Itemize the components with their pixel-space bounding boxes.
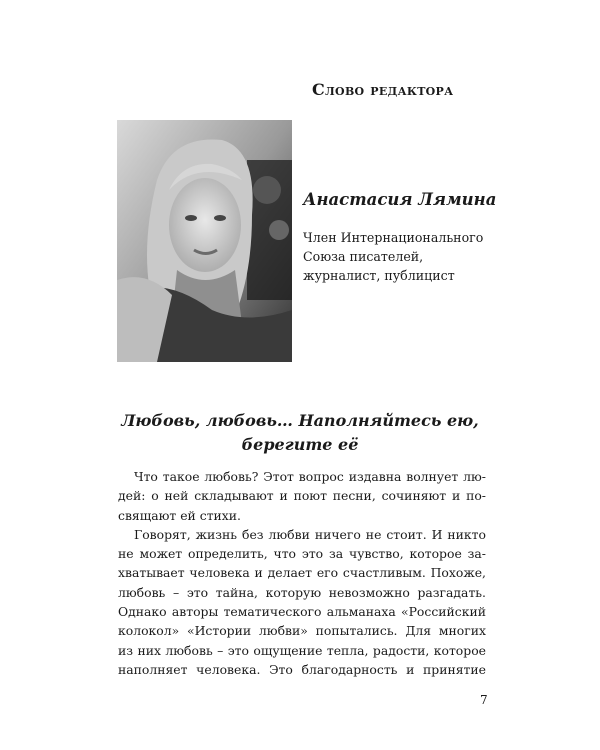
body-line: свящают ей стихи. (118, 507, 241, 523)
body-line: не может определить, что это за чувство, которое за- (118, 546, 486, 562)
body-line: наполняет человека. Это благодарность и принятие (118, 661, 486, 677)
author-role-line: Член Интернационального (303, 230, 484, 245)
author-role-line: журналист, публицист (303, 268, 455, 283)
article-title-line: Любовь, любовь… Наполняйтесь ею, (121, 411, 479, 430)
body-line: колокол» «Истории любви» попытались. Для многих (118, 623, 486, 639)
body-line: любовь – это тайна, которую невозможно разгадать. (118, 584, 486, 600)
body-line: Что такое любовь? Этот вопрос издавна волнует лю- (134, 469, 486, 484)
author-photo (117, 120, 292, 362)
body-line: из них любовь – это ощущение тепла, радости, которое (118, 642, 486, 658)
author-role-line: Союза писателей, (303, 249, 424, 264)
article-title (100, 409, 500, 457)
article-title-line: берегите её (241, 435, 359, 454)
author-role (303, 228, 523, 285)
body-line: дей: о ней складывают и поют песни, сочиняют и по- (118, 488, 486, 504)
section-title: Слово редактора (312, 80, 454, 99)
author-name: Анастасия Лямина (303, 190, 497, 209)
article-body (118, 467, 486, 679)
body-line: Однако авторы тематического альманаха «Российский (118, 604, 486, 620)
body-line: Говорят, жизнь без любви ничего не стоит. И никто (134, 526, 486, 542)
body-line: хватывает человека и делает его счастливым. Похоже, (118, 565, 486, 581)
page-number: 7 (480, 693, 488, 707)
